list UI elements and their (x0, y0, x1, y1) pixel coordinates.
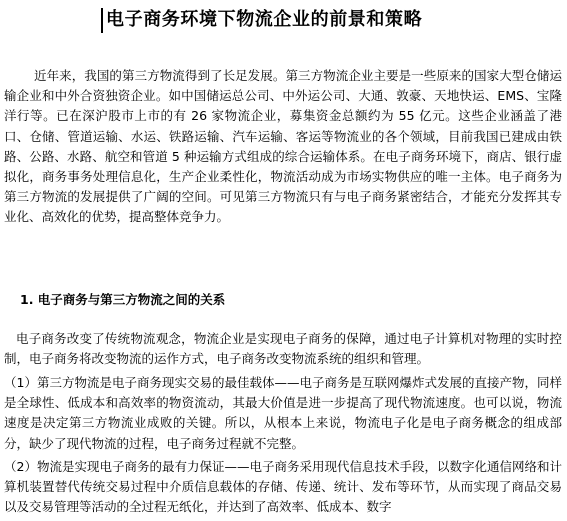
text-cursor (101, 8, 103, 33)
intro-paragraph: 近年来，我国的第三方物流得到了长足发展。第三方物流企业主要是一些原来的国家大型仓储运输企业和中外合资独资企业。如中国储运总公司、中外运公司、大通、敦豪、天地快运、EMS、宝隆洋行等。已在深沪股市上市的有 26 家物流企业，募集资金总额约为 55 亿元。这些企业涵盖了港口、仓储、管道运输、水运、铁路运输、汽车运输、客运等物流业的各个领域，目前我国已建成由铁路、公路、水路、航空和管道 5 种运输方式组成的综合运输体系。在电子商务环境下，商店、银行虚拟化，商务事务处理信息化，生产企业柔性化，物流活动成为市场实物供应的唯一主体。电子商务为第三方物流的发展提供了广阔的空间。可见第三方物流只有与电子商务紧密结合，才能充分发挥其专业化、高效化的优势，提高整体竞争力。 (4, 68, 562, 225)
section-paragraph: 电子商务改变了传统物流观念，物流企业是实现电子商务的保障，通过电子计算机对物理的实时控制，电子商务将改变物流的运作方式，电子商务改变物流系统的组织和管理。 (4, 331, 562, 367)
section-heading: 1. 电子商务与第三方物流之间的关系 (20, 292, 226, 307)
point-2-paragraph: （2）物流是实现电子商务的最有力保证——电子商务采用现代信息技术手段，以数字化通信网络和计算机装置替代传统交易过程中介质信息载体的存储、传递、统计、发布等环节，从而实现了商品交易以及交易管理等活动的全过程无纸化，并达到了高效率、低成本、数字 (4, 459, 562, 515)
point-1-paragraph: （1）第三方物流是电子商务现实交易的最佳载体——电子商务是互联网爆炸式发展的直接产物，同样是全球性、低成本和高效率的物资流动，其最大价值是进一步提高了现代物流速度。也可以说，物流速度是决定第三方物流业成败的关键。所以，从根本上来说，物流电子化是电子商务概念的组成部分，缺少了现代物流的过程，电子商务过程就不完整。 (4, 375, 562, 451)
document-title: 电子商务环境下物流企业的前景和策略 (106, 9, 423, 30)
